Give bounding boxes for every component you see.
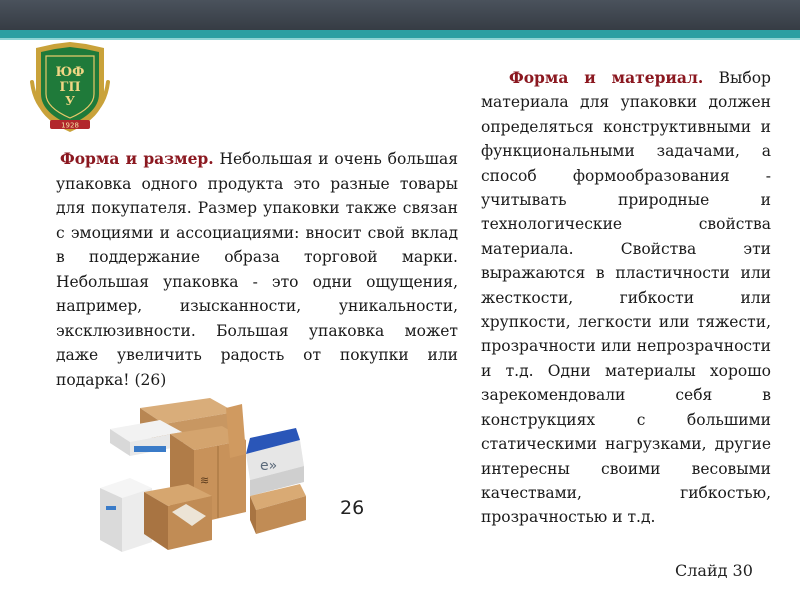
- form-and-material-heading: Форма и материал.: [509, 68, 704, 87]
- svg-text:e»: e»: [260, 458, 278, 474]
- form-and-material-body: Выбор материала для упаковки должен определяться конструктивными и функциональными задачами, а способ формообразования - учитывать природные и технологические свойства материала. Свойства эти выражаются в пластичности или жесткости, гибкости или хрупкости, легкости или тяжести, прозрачности или непрозрачности и т.д. Одни материалы хорошо зарекомендовали себя в конструкциях с большими статическими нагрузками, другие интересны своими весовыми качествами, гибкостью, прозрачностью и т.д.: [481, 69, 771, 527]
- form-and-size-heading: Форма и размер.: [60, 149, 214, 168]
- header-divider: [0, 38, 800, 40]
- form-and-size-body: Небольшая и очень большая упаковка одного продукта это разные товары для покупателя. Размер упаковки также связан с эмоциями и ассоциациями: вносит свой вклад в поддержание образа торговой марки. Небольшая упаковка - это одни ощущения, например, изысканности, уникальности, эксклюзивности. Большая упаковка может даже увеличить радость от покупки или подарка! (26): [56, 150, 458, 389]
- svg-text:ЮФ: ЮФ: [55, 65, 85, 80]
- svg-text:У: У: [65, 94, 75, 108]
- svg-text:ГП: ГП: [59, 80, 81, 95]
- packaging-boxes-image: [100, 384, 310, 562]
- header-bar: [0, 0, 800, 30]
- header-accent-bar: [0, 30, 800, 38]
- university-logo: [28, 42, 112, 136]
- slide-number: Слайд 30: [675, 561, 753, 580]
- figure-number: 26: [340, 497, 365, 519]
- svg-text:1928: 1928: [61, 121, 79, 130]
- svg-text:≋: ≋: [200, 474, 210, 487]
- form-and-material-paragraph: [481, 66, 771, 530]
- form-and-size-paragraph: [56, 147, 458, 392]
